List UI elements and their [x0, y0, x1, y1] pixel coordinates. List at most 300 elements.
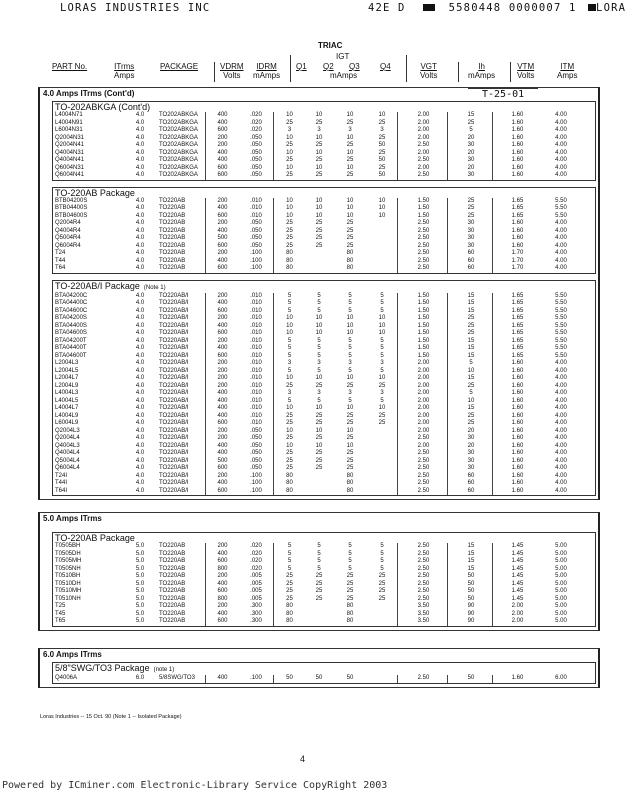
- cell-package: TO220AB/I: [159, 292, 189, 299]
- cell-igt-q4: 10: [378, 405, 386, 411]
- cell-part-no: Q4004R4: [55, 227, 81, 234]
- table-row: [53, 213, 595, 221]
- cell-igt-q1: 5: [273, 551, 303, 559]
- cell-itrms: 4.0: [135, 405, 145, 411]
- cell-vgt: 2.50: [397, 543, 447, 551]
- cell-idrm: .050: [250, 134, 262, 141]
- cell-itrms: 4.0: [135, 197, 145, 204]
- cell-ih: 20: [447, 428, 492, 436]
- cell-vtm: 1.70: [492, 250, 540, 258]
- cell-igt-q3: 3: [348, 127, 352, 133]
- cell-part-no: T64: [55, 265, 66, 271]
- cell-vtm: 1.60: [492, 428, 540, 436]
- cell-vgt: 1.50: [397, 308, 447, 316]
- cell-vgt: 1.50: [397, 205, 447, 213]
- cell-igt-q3: 25: [346, 595, 354, 602]
- cell-itrms: 4.0: [135, 450, 145, 456]
- section-6-0-amps: [38, 648, 600, 688]
- cell-igt-q2: 25: [315, 382, 323, 389]
- cell-vgt: 2.50: [397, 465, 447, 473]
- cell-itm: 4.00: [555, 457, 567, 464]
- cell-igt-q3: 10: [346, 322, 354, 329]
- cell-ih: 20: [447, 443, 492, 451]
- cell-itm: 5.00: [555, 595, 567, 602]
- cell-idrm: .010: [250, 330, 262, 336]
- cell-igt-q2: 5: [317, 345, 321, 351]
- table-row: [53, 198, 595, 206]
- cell-igt-q2: 25: [315, 465, 323, 471]
- cell-vgt: 2.50: [397, 220, 447, 228]
- cell-igt-q2: 10: [315, 164, 323, 171]
- cell-vdrm: 200: [205, 543, 237, 551]
- cell-vtm: 1.60: [492, 112, 540, 120]
- cell-vtm: 2.00: [492, 618, 540, 626]
- cell-igt-q4: 10: [378, 315, 386, 321]
- cell-igt-q4: [365, 450, 397, 458]
- cell-igt-q4: 25: [378, 164, 386, 171]
- cell-part-no: L6004L9: [55, 420, 79, 426]
- cell-part-no: Q2004L3: [55, 427, 80, 434]
- cell-igt-q4: 10: [378, 375, 386, 381]
- cell-ih: 15: [447, 300, 492, 308]
- cell-idrm: .010: [250, 360, 262, 366]
- cell-igt-q4: 25: [378, 588, 386, 594]
- cell-vgt: 2.50: [397, 243, 447, 251]
- cell-vdrm: 600: [205, 618, 237, 626]
- cell-package: TO220AB/I: [159, 367, 189, 374]
- cell-vdrm: 400: [205, 398, 237, 406]
- cell-igt-q3: 10: [346, 112, 354, 118]
- cell-package: TO220AB/I: [159, 307, 189, 314]
- cell-itm: 5.50: [555, 300, 567, 306]
- cell-part-no: Q2004L4: [55, 435, 80, 441]
- cell-vgt: 2.00: [397, 165, 447, 173]
- cell-vtm: 1.60: [492, 390, 540, 398]
- cell-part-no: Q4004N31: [55, 149, 85, 156]
- cell-idrm: .020: [250, 558, 262, 564]
- cell-igt-q1: 25: [273, 588, 303, 596]
- cell-igt-q1: 25: [273, 413, 303, 421]
- triac-heading: TRIAC: [318, 41, 343, 50]
- table-row: [53, 300, 595, 308]
- cell-igt-q4: 25: [378, 382, 386, 389]
- package-note: (note 1): [153, 667, 175, 673]
- cell-igt-q2: 10: [315, 149, 323, 156]
- col-vdrm: VDRM: [220, 62, 244, 71]
- cell-part-no: Q5004L4: [55, 457, 80, 464]
- package-note: (Note 1): [143, 284, 166, 291]
- cell-igt-q1: 25: [273, 120, 303, 128]
- cell-idrm: .100: [250, 257, 262, 264]
- table-row: [53, 323, 595, 331]
- cell-vgt: 2.50: [397, 675, 447, 683]
- package-group-title: [53, 663, 595, 675]
- cell-part-no: L4004L7: [55, 405, 79, 411]
- cell-vgt: 2.00: [397, 127, 447, 135]
- cell-part-no: L2004L7: [55, 375, 79, 381]
- cell-igt-q2: 10: [315, 375, 323, 381]
- cell-ih: 30: [447, 458, 492, 466]
- cell-package: TO220AB/I: [159, 472, 189, 479]
- cell-vgt: 2.50: [397, 265, 447, 273]
- cell-vdrm: 200: [205, 360, 237, 368]
- cell-package: TO220AB/I: [159, 337, 189, 344]
- cell-vdrm: 200: [205, 383, 237, 391]
- cell-itm: 4.00: [555, 119, 567, 126]
- cell-igt-q1: 3: [273, 390, 303, 398]
- cell-itrms: 5.0: [135, 550, 145, 557]
- cell-idrm: .050: [250, 142, 262, 148]
- cell-package: TO220AB/I: [159, 397, 189, 404]
- doc-number: 5580448 0000007 1: [448, 2, 577, 14]
- cell-ih: 15: [447, 558, 492, 566]
- cell-igt-q3: 25: [346, 220, 354, 226]
- cell-itrms: 4.0: [135, 487, 145, 494]
- cell-itrms: 6.0: [135, 675, 145, 681]
- cell-vtm: 1.65: [492, 345, 540, 353]
- cell-vdrm: 600: [205, 165, 237, 173]
- cell-part-no: BTA04600S: [55, 330, 87, 336]
- cell-vdrm: 400: [205, 581, 237, 589]
- table-row: [53, 172, 595, 180]
- cell-idrm: .010: [250, 405, 262, 411]
- cell-vtm: 1.65: [492, 353, 540, 361]
- cell-vdrm: 200: [205, 338, 237, 346]
- col-vgt: VGT: [420, 62, 437, 71]
- table-row: [53, 330, 595, 338]
- cell-itm: 5.50: [555, 330, 567, 336]
- cell-igt-q4: [365, 443, 397, 451]
- cell-ih: 25: [447, 420, 492, 428]
- cell-igt-q4: [365, 250, 397, 258]
- cell-package: TO220AB/I: [159, 352, 189, 359]
- cell-igt-q4: 5: [380, 543, 384, 549]
- cell-ih: 20: [447, 135, 492, 143]
- cell-part-no: L2004L3: [55, 360, 79, 366]
- cell-vgt: 1.50: [397, 198, 447, 206]
- cell-vdrm: 800: [205, 566, 237, 574]
- cell-vgt: 3.50: [397, 611, 447, 619]
- cell-itrms: 4.0: [135, 412, 145, 419]
- cell-itrms: 4.0: [135, 337, 145, 344]
- table-row: [53, 165, 595, 173]
- cell-itrms: 5.0: [135, 588, 145, 594]
- cell-vgt: 2.50: [397, 480, 447, 488]
- cell-vtm: 1.60: [492, 165, 540, 173]
- cell-vdrm: 600: [205, 488, 237, 496]
- cell-igt-q2: [303, 473, 333, 481]
- table-row: [53, 675, 595, 683]
- cell-idrm: .010: [250, 375, 262, 381]
- table-row: [53, 135, 595, 143]
- col-vdrm-unit: Volts: [223, 71, 241, 80]
- cell-itrms: 4.0: [135, 480, 145, 486]
- cell-itrms: 4.0: [135, 367, 145, 374]
- cell-igt-q2: 25: [315, 235, 323, 241]
- cell-vdrm: 400: [205, 450, 237, 458]
- cell-igt-q1: 25: [273, 435, 303, 443]
- cell-itm: 5.00: [555, 580, 567, 587]
- cell-itm: 4.00: [555, 142, 567, 148]
- cell-igt-q3: 10: [346, 315, 354, 321]
- cell-vtm: 1.65: [492, 300, 540, 308]
- cell-vgt: 2.50: [397, 551, 447, 559]
- cell-idrm: .010: [250, 205, 262, 211]
- cell-package: TO220AB/I: [159, 487, 189, 494]
- cell-itm: 4.00: [555, 465, 567, 471]
- cell-part-no: BTA04600T: [55, 352, 87, 359]
- cell-igt-q3: 25: [346, 172, 354, 178]
- cell-vgt: 2.50: [397, 488, 447, 496]
- cell-itrms: 4.0: [135, 235, 145, 241]
- barcode-block: [423, 4, 435, 11]
- col-ih-unit: mAmps: [468, 71, 496, 80]
- cell-igt-q2: 25: [315, 220, 323, 226]
- cell-igt-q3: 10: [346, 205, 354, 211]
- cell-part-no: T44I: [55, 480, 68, 486]
- cell-vdrm: 200: [205, 315, 237, 323]
- cell-vtm: 1.60: [492, 443, 540, 451]
- cell-vgt: 1.50: [397, 353, 447, 361]
- cell-igt-q4: [365, 458, 397, 466]
- cell-idrm: .020: [250, 119, 262, 126]
- table-row: [53, 315, 595, 323]
- cell-vgt: 1.50: [397, 213, 447, 221]
- cell-vtm: 1.60: [492, 235, 540, 243]
- cell-idrm: .010: [250, 315, 262, 321]
- cell-igt-q2: 5: [317, 352, 321, 359]
- cell-igt-q1: 25: [273, 235, 303, 243]
- divider: [290, 55, 291, 82]
- company-name: LORAS INDUSTRIES INC: [60, 2, 211, 14]
- cell-vtm: 1.45: [492, 551, 540, 559]
- cell-ih: 10: [447, 398, 492, 406]
- cell-part-no: T44: [55, 257, 66, 264]
- cell-igt-q4: 5: [380, 307, 384, 314]
- cell-igt-q3: 25: [346, 119, 354, 126]
- col-itrms: ITrms: [114, 62, 135, 71]
- cell-part-no: BTA04400C: [55, 300, 88, 306]
- cell-vdrm: 200: [205, 573, 237, 581]
- cell-ih: 50: [447, 596, 492, 604]
- cell-ih: 20: [447, 150, 492, 158]
- cell-vtm: 1.45: [492, 566, 540, 574]
- cell-igt-q2: 25: [315, 450, 323, 456]
- col-vgt-unit: Volts: [420, 71, 438, 80]
- col-vtm-unit: Volts: [517, 71, 535, 80]
- cell-itrms: 4.0: [135, 127, 145, 133]
- cell-package: TO220AB/I: [159, 405, 189, 411]
- cell-package: TO220AB/I: [159, 480, 189, 486]
- package-group-title: [53, 102, 595, 112]
- cell-idrm: .050: [250, 435, 262, 441]
- cell-ih: 15: [447, 293, 492, 301]
- package-name: TO-220AB Package: [55, 187, 135, 198]
- cell-ih: 25: [447, 323, 492, 331]
- cell-igt-q1: 25: [273, 142, 303, 150]
- cell-itm: 5.50: [555, 205, 567, 211]
- cell-idrm: .100: [250, 487, 262, 494]
- cell-vdrm: 200: [205, 142, 237, 150]
- cell-igt-q1: 10: [273, 323, 303, 331]
- cell-igt-q3: 3: [348, 360, 352, 366]
- cell-igt-q1: 25: [273, 458, 303, 466]
- cell-itm: 4.00: [555, 134, 567, 141]
- cell-vtm: 1.60: [492, 450, 540, 458]
- cell-igt-q4: 25: [378, 420, 386, 426]
- cell-part-no: Q2004N41: [55, 142, 85, 148]
- cell-part-no: L4004N91: [55, 119, 83, 126]
- cell-itrms: 4.0: [135, 242, 145, 249]
- cell-ih: 5: [447, 360, 492, 368]
- col-idrm: IDRM: [256, 62, 277, 71]
- cell-itm: 4.00: [555, 127, 567, 133]
- table-row: [53, 228, 595, 236]
- cell-vdrm: 600: [205, 465, 237, 473]
- cell-vdrm: 200: [205, 375, 237, 383]
- cell-igt-q2: 25: [315, 172, 323, 178]
- cell-idrm: .020: [250, 112, 262, 118]
- package-name: TO-220AB/I Package: [55, 280, 140, 291]
- cell-ih: 15: [447, 551, 492, 559]
- cell-igt-q1: 25: [273, 383, 303, 391]
- divider: [406, 55, 407, 82]
- cell-part-no: L4004L9: [55, 412, 79, 419]
- cell-idrm: .300: [250, 618, 262, 624]
- table-row: [53, 243, 595, 251]
- cell-igt-q2: 25: [315, 242, 323, 249]
- cell-igt-q4: [365, 480, 397, 488]
- cell-igt-q2: 5: [317, 300, 321, 306]
- package-group: [52, 662, 596, 684]
- cell-igt-q2: 10: [315, 322, 323, 329]
- cell-igt-q4: 50: [378, 157, 386, 163]
- cell-igt-q4: 5: [380, 550, 384, 557]
- cell-igt-q3: 25: [346, 235, 354, 241]
- package-name: 5/8"SWG/TO3 Package: [55, 663, 150, 673]
- cell-igt-q4: [365, 473, 397, 481]
- cell-package: TO202ABKGA: [159, 127, 198, 133]
- cell-igt-q4: 10: [378, 330, 386, 336]
- cell-ih: 60: [447, 265, 492, 273]
- cell-vtm: 1.60: [492, 120, 540, 128]
- table-row: [53, 596, 595, 604]
- cell-igt-q4: 10: [378, 197, 386, 204]
- cell-idrm: .050: [250, 442, 262, 449]
- cell-igt-q2: 25: [315, 595, 323, 602]
- cell-part-no: T45: [55, 610, 66, 617]
- section-title: 5.0 Amps ITrms: [43, 514, 102, 523]
- cell-igt-q4: 3: [380, 127, 384, 133]
- cell-idrm: .050: [250, 235, 262, 241]
- col-q4: Q4: [380, 62, 391, 71]
- cell-itrms: 4.0: [135, 134, 145, 141]
- cell-igt-q3: 25: [346, 573, 354, 579]
- cell-vgt: 2.50: [397, 235, 447, 243]
- cell-igt-q1: 25: [273, 243, 303, 251]
- cell-igt-q3: 10: [346, 375, 354, 381]
- cell-igt-q3: 10: [346, 427, 354, 434]
- cell-part-no: T0505BH: [55, 543, 81, 549]
- cell-igt-q1: 5: [273, 543, 303, 551]
- cell-igt-q1: 10: [273, 205, 303, 213]
- cell-igt-q1: 25: [273, 596, 303, 604]
- cell-idrm: .050: [250, 450, 262, 456]
- cell-vdrm: 400: [205, 405, 237, 413]
- cell-vgt: 2.00: [397, 112, 447, 120]
- cell-idrm: .050: [250, 427, 262, 434]
- cell-igt-q1: 10: [273, 112, 303, 120]
- cell-vtm: 1.70: [492, 265, 540, 273]
- cell-vtm: 1.45: [492, 558, 540, 566]
- cell-vdrm: 400: [205, 205, 237, 213]
- cell-vdrm: 200: [205, 250, 237, 258]
- cell-itm: 5.50: [555, 352, 567, 359]
- cell-igt-q1: 5: [273, 566, 303, 574]
- cell-vtm: 1.60: [492, 150, 540, 158]
- cell-vgt: 2.50: [397, 228, 447, 236]
- cell-vtm: 1.60: [492, 405, 540, 413]
- cell-itrms: 4.0: [135, 300, 145, 306]
- cell-igt-q2: 10: [315, 330, 323, 336]
- cell-vgt: 2.50: [397, 450, 447, 458]
- cell-vtm: 1.60: [492, 127, 540, 135]
- cell-igt-q4: 5: [380, 558, 384, 564]
- cell-igt-q1: 25: [273, 465, 303, 473]
- cell-igt-q3: 25: [346, 142, 354, 148]
- cell-igt-q3: 80: [346, 603, 354, 609]
- cell-vdrm: 400: [205, 675, 237, 683]
- cell-vdrm: 600: [205, 558, 237, 566]
- cell-igt-q4: 50: [378, 172, 386, 178]
- cell-igt-q1: 5: [273, 338, 303, 346]
- cell-igt-q4: [365, 428, 397, 436]
- cell-package: TO220AB: [159, 595, 186, 602]
- cell-part-no: L6004N31: [55, 127, 83, 133]
- col-q-unit: mAmps: [330, 71, 358, 80]
- table-row: [53, 398, 595, 406]
- cell-itm: 4.00: [555, 442, 567, 449]
- cell-idrm: .100: [250, 675, 262, 681]
- cell-itm: 4.00: [555, 220, 567, 226]
- cell-part-no: T0510DH: [55, 580, 81, 587]
- cell-itrms: 5.0: [135, 603, 145, 609]
- table-row: [53, 383, 595, 391]
- cell-itm: 4.00: [555, 265, 567, 271]
- cell-igt-q1: 10: [273, 135, 303, 143]
- cell-vdrm: 600: [205, 308, 237, 316]
- table-row: [53, 573, 595, 581]
- cell-igt-q3: 5: [348, 337, 352, 344]
- divider: [458, 62, 459, 82]
- cell-itm: 5.00: [555, 550, 567, 557]
- cell-idrm: .010: [250, 345, 262, 351]
- cell-igt-q1: 5: [273, 300, 303, 308]
- cell-package: TO202ABKGA: [159, 149, 198, 156]
- cell-package: TO220AB/I: [159, 450, 189, 456]
- cell-vdrm: 400: [205, 120, 237, 128]
- cell-vgt: 2.50: [397, 250, 447, 258]
- cell-vtm: 1.60: [492, 135, 540, 143]
- cell-igt-q3: 5: [348, 367, 352, 374]
- cell-itrms: 4.0: [135, 142, 145, 148]
- cell-package: TO220AB: [159, 573, 186, 579]
- cell-itrms: 4.0: [135, 315, 145, 321]
- table-row: [53, 338, 595, 346]
- cell-itm: 5.00: [555, 610, 567, 617]
- cell-ih: 30: [447, 235, 492, 243]
- table-row: [53, 390, 595, 398]
